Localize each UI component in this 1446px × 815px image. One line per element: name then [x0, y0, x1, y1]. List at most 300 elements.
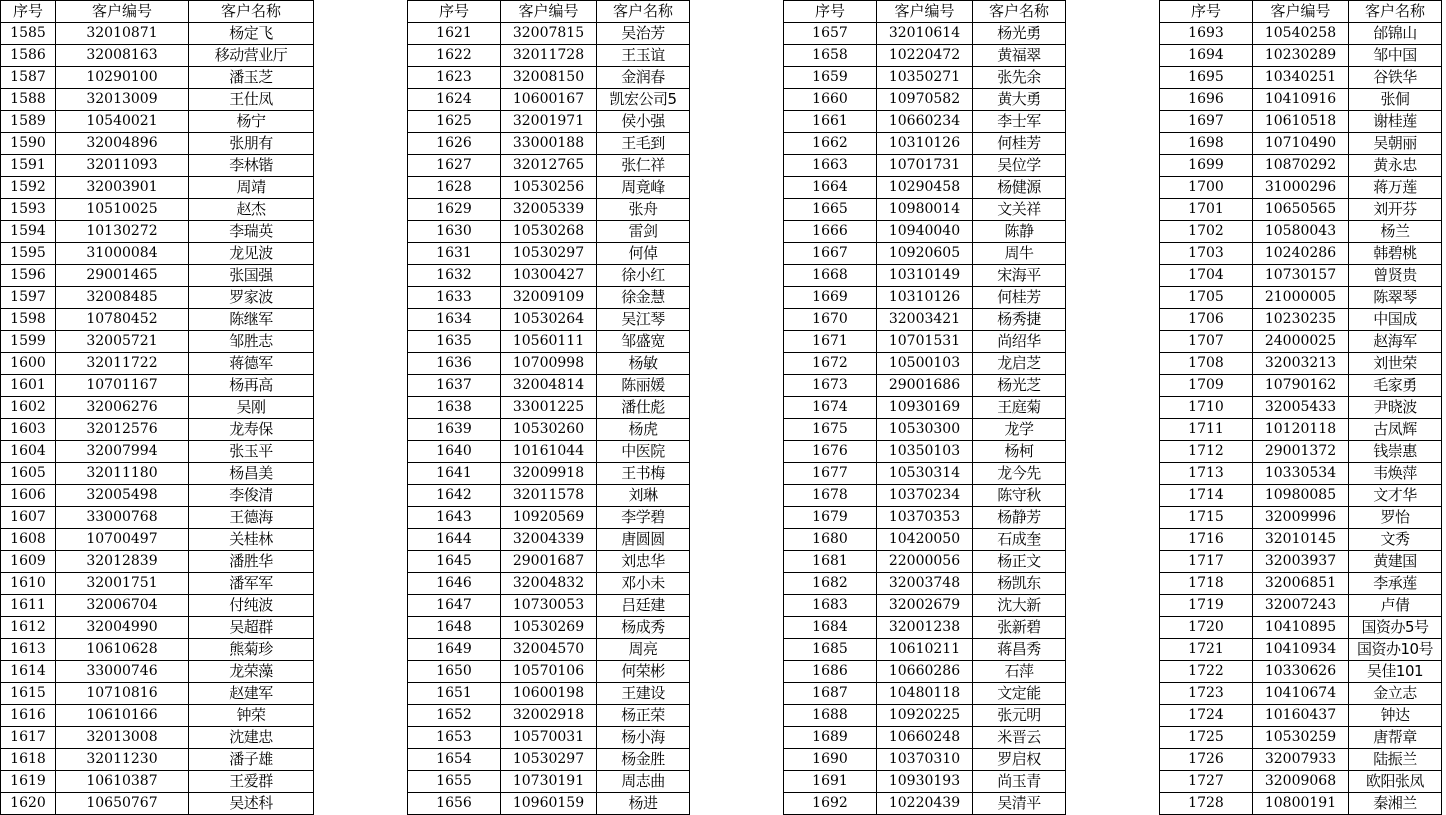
- index-cell: 1652: [408, 705, 501, 727]
- index-cell: 1620: [1, 793, 56, 815]
- table-row: [1, 463, 314, 485]
- index-cell: 1714: [1160, 485, 1253, 507]
- table-row: [1, 661, 314, 683]
- table-row: [408, 353, 690, 375]
- customer-id-cell: 32010145: [1253, 529, 1349, 551]
- customer-name-cell: 杨再高: [189, 375, 314, 397]
- index-cell: 1610: [1, 573, 56, 595]
- customer-id-cell: 32005339: [501, 199, 597, 221]
- index-cell: 1646: [408, 573, 501, 595]
- customer-name-cell: 潘军军: [189, 573, 314, 595]
- customer-name-cell: 钟达: [1349, 705, 1442, 727]
- customer-id-cell: 32004814: [501, 375, 597, 397]
- table-row: [408, 111, 690, 133]
- index-cell: 1631: [408, 243, 501, 265]
- customer-name-cell: 邓小未: [597, 573, 690, 595]
- index-cell: 1597: [1, 287, 56, 309]
- table-row: [1160, 419, 1442, 441]
- customer-name-cell: 赵海军: [1349, 331, 1442, 353]
- index-cell: 1619: [1, 771, 56, 793]
- index-cell: 1690: [784, 749, 877, 771]
- index-cell: 1693: [1160, 23, 1253, 45]
- index-cell: 1672: [784, 353, 877, 375]
- table-row: [408, 683, 690, 705]
- customer-name-cell: 王建设: [597, 683, 690, 705]
- customer-id-cell: 10420050: [877, 529, 973, 551]
- index-cell: 1675: [784, 419, 877, 441]
- table-row: [1, 23, 314, 45]
- customer-id-cell: 32009996: [1253, 507, 1349, 529]
- customer-name-cell: 何倬: [597, 243, 690, 265]
- index-cell: 1655: [408, 771, 501, 793]
- index-cell: 1670: [784, 309, 877, 331]
- customer-name-cell: 杨定飞: [189, 23, 314, 45]
- customer-name-cell: 吴位学: [973, 155, 1066, 177]
- index-cell: 1603: [1, 419, 56, 441]
- customer-id-cell: 32007994: [56, 441, 189, 463]
- index-cell: 1658: [784, 45, 877, 67]
- customer-id-cell: 32003901: [56, 177, 189, 199]
- table-row: [1, 221, 314, 243]
- index-cell: 1705: [1160, 287, 1253, 309]
- customer-id-cell: 10120118: [1253, 419, 1349, 441]
- header-customer-id: 客户编号: [877, 1, 973, 23]
- customer-id-cell: 32005498: [56, 485, 189, 507]
- customer-name-cell: 赵建军: [189, 683, 314, 705]
- customer-id-cell: 32003748: [877, 573, 973, 595]
- customer-name-cell: 黄建国: [1349, 551, 1442, 573]
- customer-name-cell: 杨进: [597, 793, 690, 815]
- header-customer-name: 客户名称: [1349, 1, 1442, 23]
- customer-id-cell: 10660234: [877, 111, 973, 133]
- customer-id-cell: 21000005: [1253, 287, 1349, 309]
- table-row: [1160, 463, 1442, 485]
- table-row: [1, 265, 314, 287]
- customer-name-cell: 张国强: [189, 265, 314, 287]
- table-row: [408, 419, 690, 441]
- customer-id-cell: 10410916: [1253, 89, 1349, 111]
- index-cell: 1592: [1, 177, 56, 199]
- customer-name-cell: 张新碧: [973, 617, 1066, 639]
- customer-name-cell: 秦湘兰: [1349, 793, 1442, 815]
- index-cell: 1699: [1160, 155, 1253, 177]
- customer-name-cell: 张舟: [597, 199, 690, 221]
- table-row: [1160, 111, 1442, 133]
- header-row: [408, 1, 690, 23]
- index-cell: 1704: [1160, 265, 1253, 287]
- customer-name-cell: 李学碧: [597, 507, 690, 529]
- customer-name-cell: 张朋有: [189, 133, 314, 155]
- customer-id-cell: 10650565: [1253, 199, 1349, 221]
- customer-name-cell: 吴清平: [973, 793, 1066, 815]
- customer-name-cell: 龙见波: [189, 243, 314, 265]
- index-cell: 1626: [408, 133, 501, 155]
- table-row: [408, 287, 690, 309]
- index-cell: 1711: [1160, 419, 1253, 441]
- customer-name-cell: 尚绍华: [973, 331, 1066, 353]
- customer-name-cell: 石萍: [973, 661, 1066, 683]
- customer-id-cell: 32007243: [1253, 595, 1349, 617]
- customer-name-cell: 黄永忠: [1349, 155, 1442, 177]
- table-row: [408, 265, 690, 287]
- customer-id-cell: 10970582: [877, 89, 973, 111]
- customer-name-cell: 付纯波: [189, 595, 314, 617]
- index-cell: 1598: [1, 309, 56, 331]
- customer-name-cell: 钟荣: [189, 705, 314, 727]
- customer-id-cell: 10530260: [501, 419, 597, 441]
- customer-id-cell: 10410934: [1253, 639, 1349, 661]
- customer-id-cell: 10780452: [56, 309, 189, 331]
- customer-name-cell: 韩碧桃: [1349, 243, 1442, 265]
- index-cell: 1683: [784, 595, 877, 617]
- header-index: 序号: [408, 1, 501, 23]
- table-row: [408, 485, 690, 507]
- table-row: [1, 727, 314, 749]
- customer-name-cell: 张侗: [1349, 89, 1442, 111]
- customer-name-cell: 金立志: [1349, 683, 1442, 705]
- customer-id-cell: 22000056: [877, 551, 973, 573]
- customer-id-cell: 32010614: [877, 23, 973, 45]
- table-row: [784, 727, 1066, 749]
- customer-name-cell: 杨健源: [973, 177, 1066, 199]
- customer-id-cell: 10710490: [1253, 133, 1349, 155]
- customer-name-cell: 徐小红: [597, 265, 690, 287]
- index-cell: 1696: [1160, 89, 1253, 111]
- index-cell: 1673: [784, 375, 877, 397]
- index-cell: 1681: [784, 551, 877, 573]
- index-cell: 1591: [1, 155, 56, 177]
- customer-id-cell: 10330534: [1253, 463, 1349, 485]
- table-row: [784, 375, 1066, 397]
- customer-id-cell: 10790162: [1253, 375, 1349, 397]
- customer-id-cell: 10800191: [1253, 793, 1349, 815]
- customer-id-cell: 32004990: [56, 617, 189, 639]
- table-row: [408, 45, 690, 67]
- table-row: [1, 771, 314, 793]
- customer-id-cell: 10290458: [877, 177, 973, 199]
- table-row: [784, 133, 1066, 155]
- customer-id-cell: 29001465: [56, 265, 189, 287]
- index-cell: 1615: [1, 683, 56, 705]
- table-row: [408, 705, 690, 727]
- index-cell: 1695: [1160, 67, 1253, 89]
- header-index: 序号: [1160, 1, 1253, 23]
- customer-id-cell: 10700998: [501, 353, 597, 375]
- table-row: [1160, 265, 1442, 287]
- customer-name-cell: 米晋云: [973, 727, 1066, 749]
- index-cell: 1623: [408, 67, 501, 89]
- customer-name-cell: 杨光勇: [973, 23, 1066, 45]
- customer-name-cell: 关桂林: [189, 529, 314, 551]
- index-cell: 1720: [1160, 617, 1253, 639]
- customer-name-cell: 杨凯东: [973, 573, 1066, 595]
- customer-name-cell: 陆振兰: [1349, 749, 1442, 771]
- index-cell: 1702: [1160, 221, 1253, 243]
- customer-name-cell: 蒋德军: [189, 353, 314, 375]
- table-row: [1160, 661, 1442, 683]
- customer-name-cell: 吴朝丽: [1349, 133, 1442, 155]
- index-cell: 1727: [1160, 771, 1253, 793]
- customer-id-cell: 10530256: [501, 177, 597, 199]
- customer-id-cell: 10160437: [1253, 705, 1349, 727]
- customer-id-cell: 29001687: [501, 551, 597, 573]
- table-row: [408, 199, 690, 221]
- customer-id-cell: 10920605: [877, 243, 973, 265]
- table-row: [1160, 771, 1442, 793]
- table-row: [1160, 331, 1442, 353]
- index-cell: 1700: [1160, 177, 1253, 199]
- customer-name-cell: 王爱群: [189, 771, 314, 793]
- customer-name-cell: 邹胜志: [189, 331, 314, 353]
- index-cell: 1666: [784, 221, 877, 243]
- table-row: [408, 749, 690, 771]
- index-cell: 1618: [1, 749, 56, 771]
- customer-name-cell: 杨静芳: [973, 507, 1066, 529]
- table-row: [408, 639, 690, 661]
- index-cell: 1621: [408, 23, 501, 45]
- customer-table-4: [1159, 0, 1442, 815]
- customer-id-cell: 10310149: [877, 265, 973, 287]
- customer-name-cell: 杨光芝: [973, 375, 1066, 397]
- customer-name-cell: 周志曲: [597, 771, 690, 793]
- customer-name-cell: 刘开芬: [1349, 199, 1442, 221]
- customer-name-cell: 卢倩: [1349, 595, 1442, 617]
- table-row: [408, 551, 690, 573]
- table-row: [1, 617, 314, 639]
- customer-name-cell: 杨正文: [973, 551, 1066, 573]
- header-row: [1160, 1, 1442, 23]
- header-customer-name: 客户名称: [189, 1, 314, 23]
- table-row: [408, 309, 690, 331]
- customer-name-cell: 谢桂莲: [1349, 111, 1442, 133]
- table-row: [1160, 67, 1442, 89]
- index-cell: 1669: [784, 287, 877, 309]
- customer-name-cell: 毛家勇: [1349, 375, 1442, 397]
- index-cell: 1589: [1, 111, 56, 133]
- table-row: [408, 243, 690, 265]
- table-row: [1160, 23, 1442, 45]
- customer-name-cell: 李承莲: [1349, 573, 1442, 595]
- index-cell: 1600: [1, 353, 56, 375]
- customer-id-cell: 10230289: [1253, 45, 1349, 67]
- customer-id-cell: 32010871: [56, 23, 189, 45]
- header-customer-id: 客户编号: [56, 1, 189, 23]
- index-cell: 1614: [1, 661, 56, 683]
- customer-name-cell: 邹盛宽: [597, 331, 690, 353]
- index-cell: 1653: [408, 727, 501, 749]
- customer-id-cell: 29001686: [877, 375, 973, 397]
- customer-name-cell: 沈建忠: [189, 727, 314, 749]
- customer-name-cell: 古凤辉: [1349, 419, 1442, 441]
- table-row: [1160, 529, 1442, 551]
- index-cell: 1697: [1160, 111, 1253, 133]
- customer-id-cell: 32004339: [501, 529, 597, 551]
- customer-name-cell: 周牛: [973, 243, 1066, 265]
- index-cell: 1691: [784, 771, 877, 793]
- customer-name-cell: 张元明: [973, 705, 1066, 727]
- customer-name-cell: 国资办10号: [1349, 639, 1442, 661]
- table-row: [408, 573, 690, 595]
- table-row: [1160, 89, 1442, 111]
- table-row: [408, 529, 690, 551]
- customer-id-cell: 10980014: [877, 199, 973, 221]
- index-cell: 1593: [1, 199, 56, 221]
- index-cell: 1613: [1, 639, 56, 661]
- customer-id-cell: 10240286: [1253, 243, 1349, 265]
- customer-id-cell: 10960159: [501, 793, 597, 815]
- customer-id-cell: 10410674: [1253, 683, 1349, 705]
- customer-name-cell: 李林锴: [189, 155, 314, 177]
- index-cell: 1602: [1, 397, 56, 419]
- customer-name-cell: 罗怡: [1349, 507, 1442, 529]
- index-cell: 1629: [408, 199, 501, 221]
- customer-name-cell: 中医院: [597, 441, 690, 463]
- index-cell: 1642: [408, 485, 501, 507]
- customer-id-cell: 32005721: [56, 331, 189, 353]
- customer-id-cell: 10570031: [501, 727, 597, 749]
- table-row: [1160, 749, 1442, 771]
- customer-name-cell: 王德海: [189, 507, 314, 529]
- index-cell: 1634: [408, 309, 501, 331]
- customer-id-cell: 10701167: [56, 375, 189, 397]
- customer-id-cell: 10530268: [501, 221, 597, 243]
- index-cell: 1650: [408, 661, 501, 683]
- customer-name-cell: 刘世荣: [1349, 353, 1442, 375]
- customer-name-cell: 唐圆圆: [597, 529, 690, 551]
- index-cell: 1638: [408, 397, 501, 419]
- table-row: [1160, 243, 1442, 265]
- customer-name-cell: 吴治芳: [597, 23, 690, 45]
- index-cell: 1595: [1, 243, 56, 265]
- customer-id-cell: 10700497: [56, 529, 189, 551]
- customer-id-cell: 10610166: [56, 705, 189, 727]
- table-row: [1, 529, 314, 551]
- index-cell: 1660: [784, 89, 877, 111]
- header-row: [784, 1, 1066, 23]
- index-cell: 1656: [408, 793, 501, 815]
- customer-id-cell: 32006704: [56, 595, 189, 617]
- customer-id-cell: 10300427: [501, 265, 597, 287]
- index-cell: 1617: [1, 727, 56, 749]
- header-customer-id: 客户编号: [501, 1, 597, 23]
- table-row: [1160, 485, 1442, 507]
- index-cell: 1611: [1, 595, 56, 617]
- customer-id-cell: 10600167: [501, 89, 597, 111]
- customer-name-cell: 杨小海: [597, 727, 690, 749]
- index-cell: 1725: [1160, 727, 1253, 749]
- index-cell: 1612: [1, 617, 56, 639]
- index-cell: 1709: [1160, 375, 1253, 397]
- table-row: [784, 199, 1066, 221]
- table-row: [1, 683, 314, 705]
- table-row: [1, 155, 314, 177]
- customer-name-cell: 文定能: [973, 683, 1066, 705]
- customer-id-cell: 32013009: [56, 89, 189, 111]
- index-cell: 1604: [1, 441, 56, 463]
- index-cell: 1668: [784, 265, 877, 287]
- customer-name-cell: 吴佳101: [1349, 661, 1442, 683]
- customer-id-cell: 10710816: [56, 683, 189, 705]
- customer-id-cell: 10530264: [501, 309, 597, 331]
- index-cell: 1706: [1160, 309, 1253, 331]
- customer-name-cell: 罗启权: [973, 749, 1066, 771]
- customer-name-cell: 刘忠华: [597, 551, 690, 573]
- customer-name-cell: 欧阳张凤: [1349, 771, 1442, 793]
- table-row: [784, 771, 1066, 793]
- customer-id-cell: 10480118: [877, 683, 973, 705]
- customer-name-cell: 罗家波: [189, 287, 314, 309]
- customer-id-cell: 10530269: [501, 617, 597, 639]
- customer-id-cell: 32008485: [56, 287, 189, 309]
- customer-name-cell: 石成奎: [973, 529, 1066, 551]
- table-row: [1160, 683, 1442, 705]
- customer-name-cell: 国资办5号: [1349, 617, 1442, 639]
- customer-name-cell: 吕廷建: [597, 595, 690, 617]
- customer-id-cell: 10870292: [1253, 155, 1349, 177]
- customer-table-2: [407, 0, 690, 815]
- customer-id-cell: 10370353: [877, 507, 973, 529]
- index-cell: 1633: [408, 287, 501, 309]
- customer-id-cell: 10500103: [877, 353, 973, 375]
- customer-name-cell: 周靖: [189, 177, 314, 199]
- customer-id-cell: 10530259: [1253, 727, 1349, 749]
- table-row: [1160, 573, 1442, 595]
- customer-id-cell: 32009918: [501, 463, 597, 485]
- customer-id-cell: 10730053: [501, 595, 597, 617]
- customer-name-cell: 中国成: [1349, 309, 1442, 331]
- table-row: [1, 353, 314, 375]
- customer-id-cell: 10920225: [877, 705, 973, 727]
- customer-name-cell: 韦焕萍: [1349, 463, 1442, 485]
- customer-name-cell: 潘子雄: [189, 749, 314, 771]
- index-cell: 1718: [1160, 573, 1253, 595]
- customer-id-cell: 32002918: [501, 705, 597, 727]
- customer-id-cell: 31000084: [56, 243, 189, 265]
- index-cell: 1587: [1, 67, 56, 89]
- customer-id-cell: 10310126: [877, 133, 973, 155]
- customer-name-cell: 凯宏公司5: [597, 89, 690, 111]
- customer-id-cell: 32003937: [1253, 551, 1349, 573]
- table-row: [408, 67, 690, 89]
- table-row: [1, 419, 314, 441]
- customer-id-cell: 32011578: [501, 485, 597, 507]
- index-cell: 1632: [408, 265, 501, 287]
- customer-id-cell: 32008163: [56, 45, 189, 67]
- index-cell: 1647: [408, 595, 501, 617]
- table-row: [784, 705, 1066, 727]
- customer-name-cell: 李俊清: [189, 485, 314, 507]
- customer-name-cell: 刘琳: [597, 485, 690, 507]
- customer-name-cell: 龙寿保: [189, 419, 314, 441]
- table-row: [1160, 507, 1442, 529]
- index-cell: 1585: [1, 23, 56, 45]
- table-row: [784, 309, 1066, 331]
- customer-id-cell: 10350103: [877, 441, 973, 463]
- table-row: [1160, 353, 1442, 375]
- customer-id-cell: 10220439: [877, 793, 973, 815]
- customer-id-cell: 33000188: [501, 133, 597, 155]
- table-row: [1160, 727, 1442, 749]
- index-cell: 1608: [1, 529, 56, 551]
- index-cell: 1637: [408, 375, 501, 397]
- table-row: [408, 463, 690, 485]
- customer-name-cell: 王毛到: [597, 133, 690, 155]
- index-cell: 1663: [784, 155, 877, 177]
- customer-name-cell: 张先余: [973, 67, 1066, 89]
- customer-id-cell: 10370310: [877, 749, 973, 771]
- table-row: [1, 199, 314, 221]
- customer-id-cell: 10660286: [877, 661, 973, 683]
